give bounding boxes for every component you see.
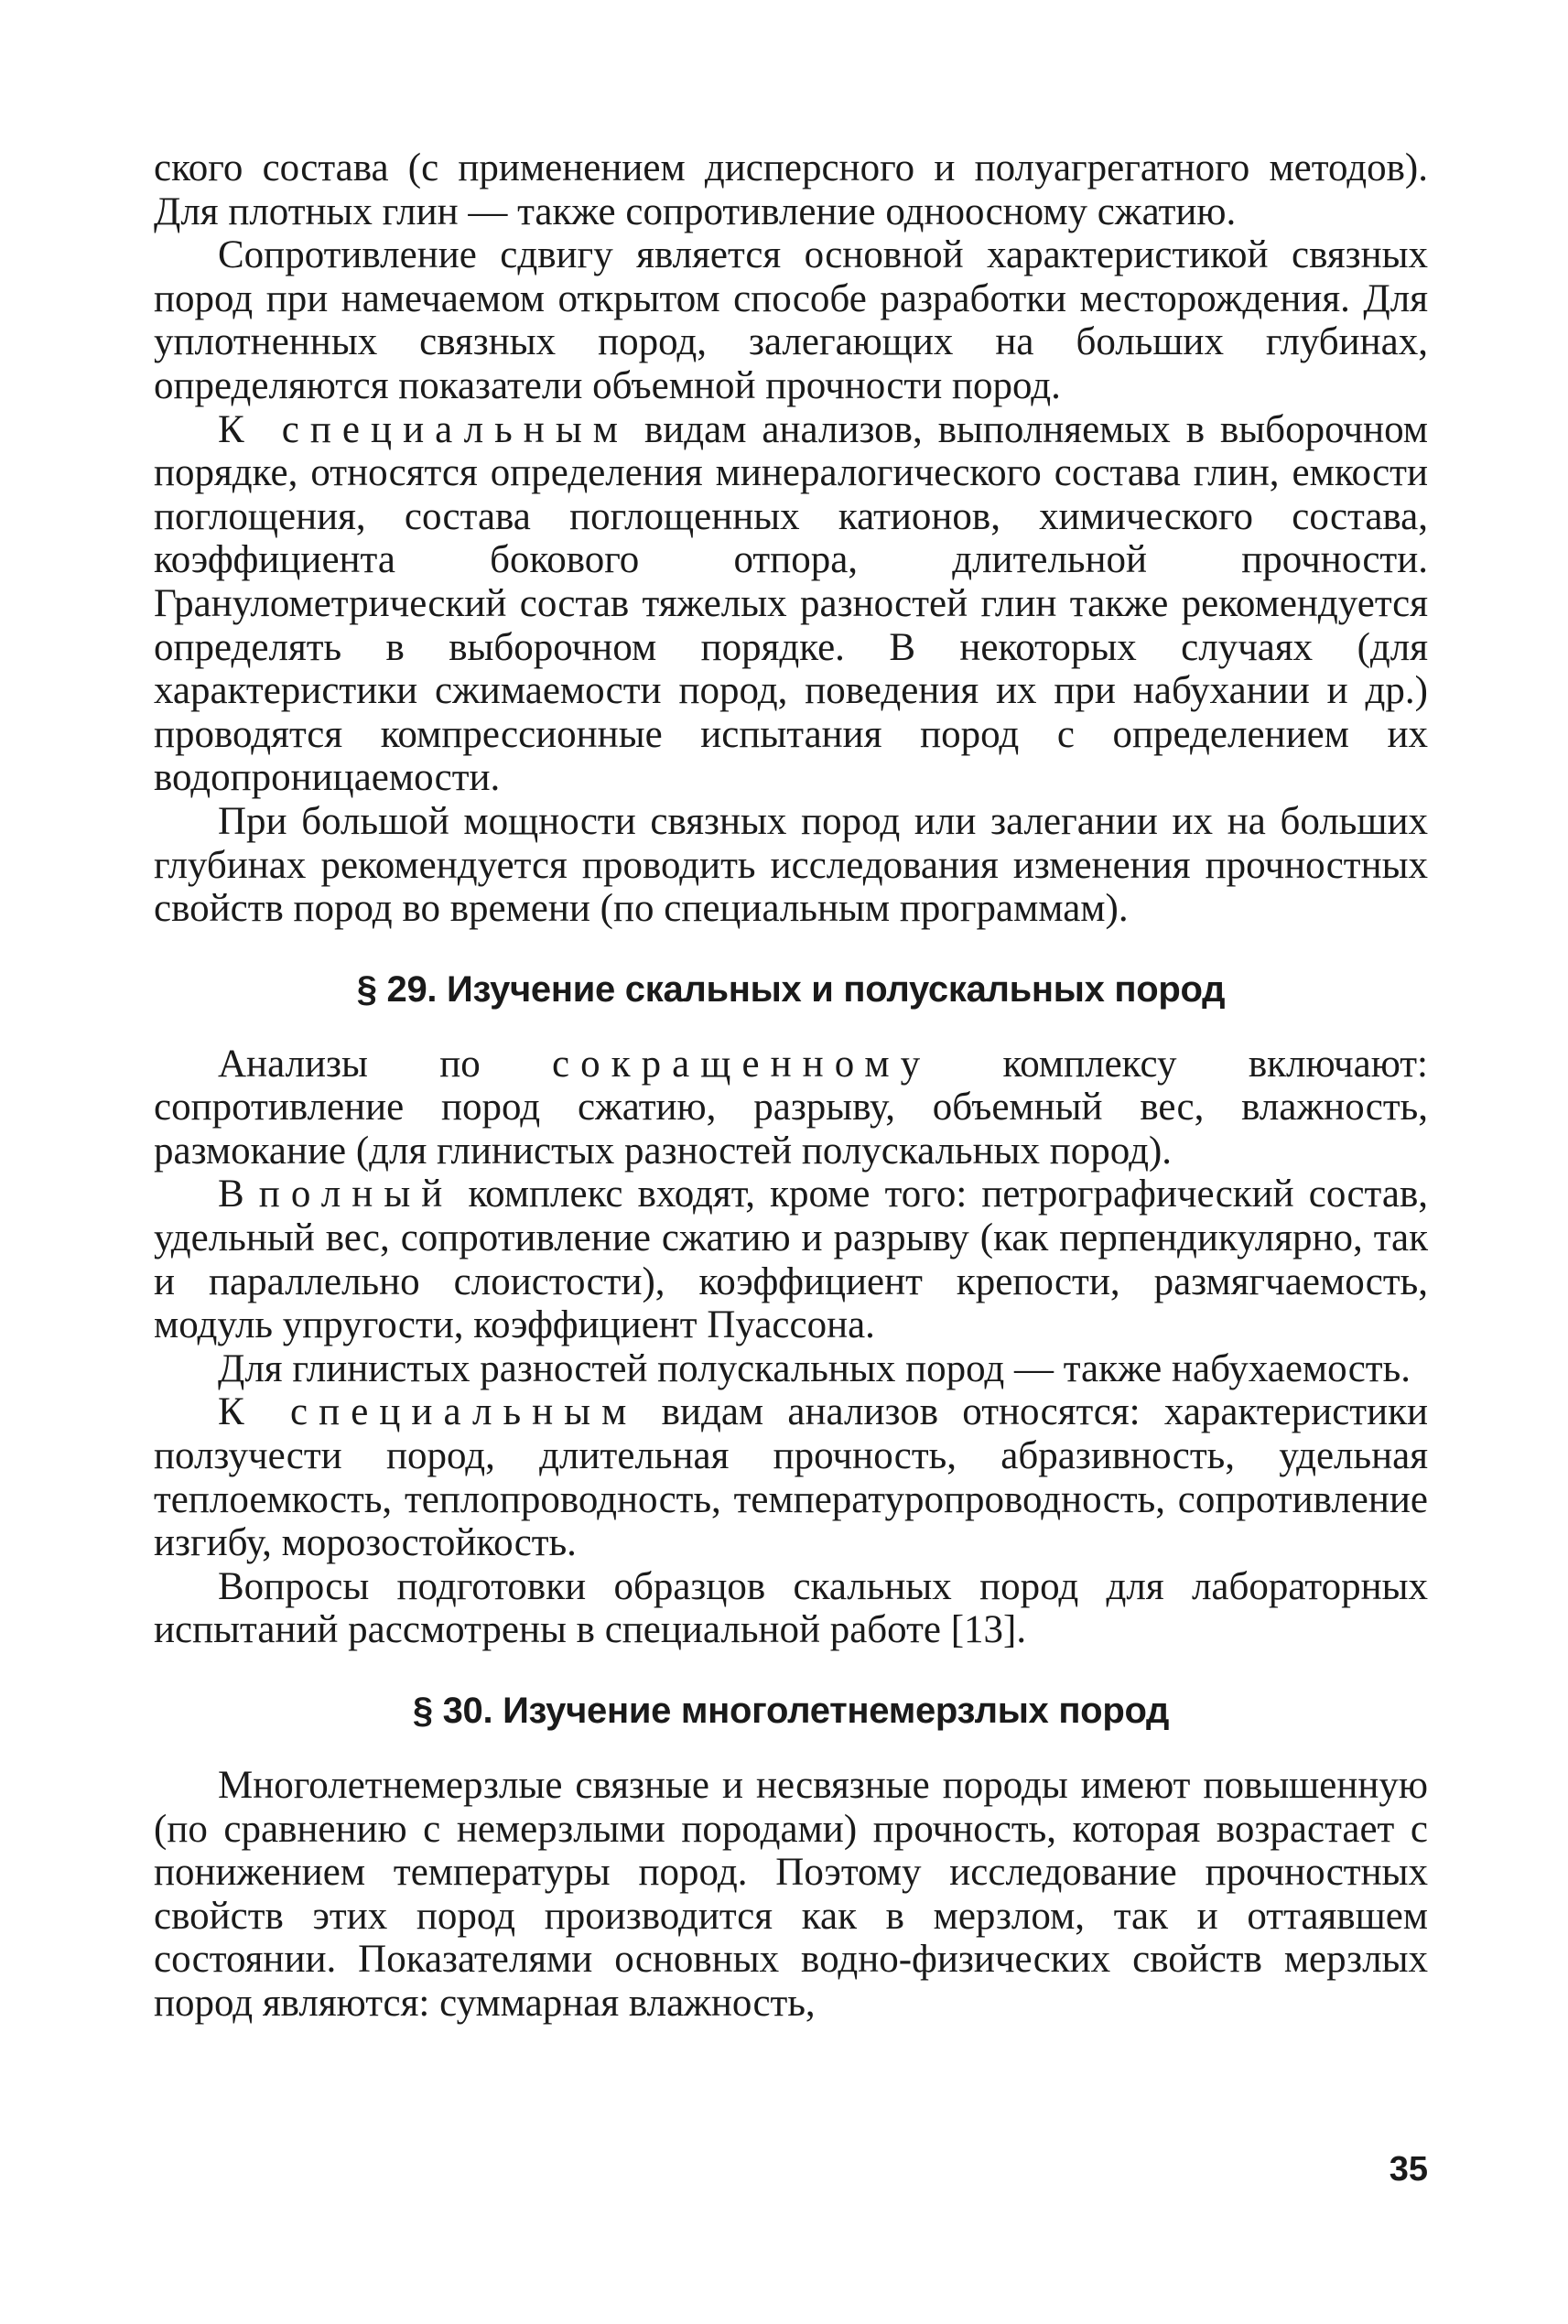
paragraph-permafrost: Многолетнемерзлые связные и несвязные породы имеют повышенную (по сравнению с немерзлыми породами) прочность, которая возрастает с понижением температуры пород. Поэтому исследование прочностных свойств этих пород производится как в мерзлом, так и оттаявшем состоянии. Показателями основных водно-физических свойств мерзлых пород являются: суммарная влажность, bbox=[154, 1764, 1428, 2025]
paragraph-text: видам анализов, выполняемых в выборочном порядке, относятся определения минералогического состава глин, емкости поглощения, состава поглощенных катионов, химического состава, коэффициента бокового отпора, длительной прочности. Гранулометрический состав тяжелых разностей глин также рекомендуется определять в выборочном порядке. В некоторых случаях (для характеристики сжимаемости пород, поведения их при набухании и др.) проводятся компрессионные испытания пород с определением их водопроницаемости. bbox=[154, 407, 1428, 800]
paragraph-continuation: ского состава (с применением дисперсного и полуагрегатного методов). Для плотных глин — также сопротивление одноосному сжатию. bbox=[154, 146, 1428, 233]
paragraph-large-thickness: При большой мощности связных пород или залегании их на больших глубинах рекомендуется проводить исследования изменения прочностных свойств пород во времени (по специальным программам). bbox=[154, 799, 1428, 931]
emphasis-full: полный bbox=[258, 1173, 454, 1216]
emphasis-reduced: сокращенному bbox=[552, 1042, 932, 1086]
paragraph-text: видам анализов относятся: характеристики ползучести пород, длительная прочность, абразивность, удельная теплоемкость, теплопроводность, температуропроводность, сопротивление изгибу, морозостойкость. bbox=[154, 1390, 1428, 1565]
paragraph-reduced-complex bbox=[154, 1043, 1428, 1173]
emphasis-special: К специальным bbox=[218, 407, 630, 451]
paragraph-text: Анализы по bbox=[218, 1042, 553, 1086]
paragraph-special-analyses-clay bbox=[154, 408, 1428, 800]
paragraph-full-complex bbox=[154, 1173, 1428, 1346]
page-number: 35 bbox=[1389, 2150, 1428, 2189]
paragraph-shear-resistance: Сопротивление сдвигу является основной характеристикой связных пород при намечаемом открытом способе разработки месторождения. Для уплотненных связных пород, залегающих на больших глубинах, определяются показатели объемной прочности пород. bbox=[154, 233, 1428, 407]
section-heading-30: § 30. Изучение многолетнемерзлых пород bbox=[412, 1691, 1170, 1731]
paragraph-clay-swelling: Для глинистых разностей полускальных пород — также набухаемость. bbox=[218, 1346, 1411, 1390]
paragraph-text: комплекс входят, кроме того: петрографический состав, удельный вес, сопротивление сжатию и разрыву (как перпендикулярно, так и параллельно слоистости), коэффициент крепости, размягчаемость, модуль упругости, коэффициент Пуассона. bbox=[154, 1173, 1428, 1347]
paragraph-text: В bbox=[218, 1173, 259, 1216]
section-heading-29: § 29. Изучение скальных и полускальных пород bbox=[356, 968, 1226, 1010]
paragraph-sample-preparation: Вопросы подготовки образцов скальных пород для лабораторных испытаний рассмотрены в специальной работе [13]. bbox=[154, 1564, 1428, 1652]
page-body bbox=[154, 146, 1428, 2026]
paragraph-special-analyses-rock bbox=[154, 1390, 1428, 1564]
emphasis-special: К специальным bbox=[218, 1390, 638, 1434]
paragraph-text: комплексу включают: сопротивление пород сжатию, разрыву, объемный вес, влажность, размокание (для глинистых разностей полускальных пород). bbox=[154, 1042, 1428, 1173]
